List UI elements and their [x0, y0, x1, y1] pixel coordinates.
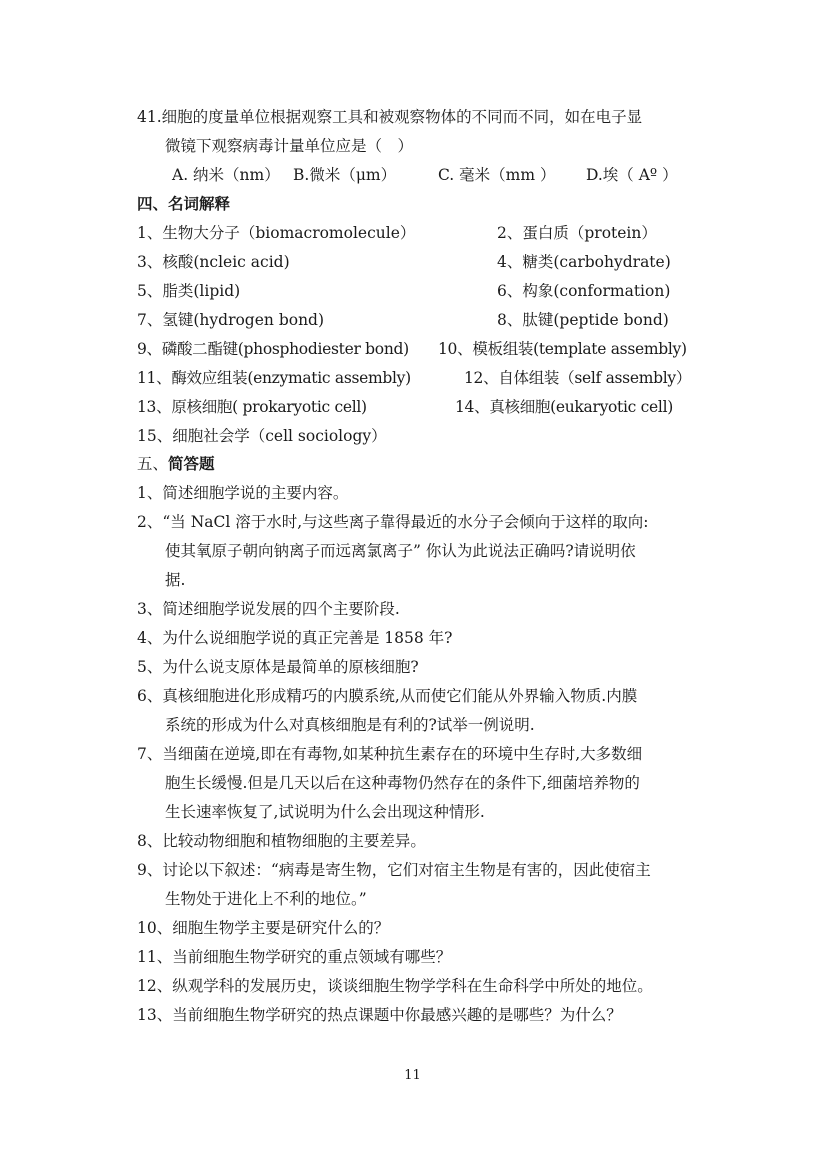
q41-line-2: 微镜下观察病毒计量单位应是（ ）	[165, 137, 414, 155]
question-line: 5、为什么说支原体是最简单的原核细胞?	[137, 658, 419, 676]
section-4-heading: 四、名词解释	[137, 194, 231, 213]
question-line: 10、细胞生物学主要是研究什么的？	[137, 919, 390, 937]
question-line: 系统的形成为什么对真核细胞是有利的?试举一例说明.	[165, 716, 535, 734]
question-line: 生物处于进化上不利的地位。”	[165, 890, 367, 908]
term-item: 6、构象(conformation)	[497, 282, 671, 300]
question-line: 6、真核细胞进化形成精巧的内膜系统,从而使它们能从外界输入物质.内膜	[137, 687, 638, 705]
page-number: 11	[404, 1068, 421, 1083]
term-item: 1、生物大分子（biomacromolecule）	[137, 224, 416, 242]
question-line: 4、为什么说细胞学说的真正完善是 1858 年?	[137, 629, 453, 647]
section-5-heading-title: 简答题	[168, 454, 215, 473]
question-line: 3、简述细胞学说发展的四个主要阶段.	[137, 600, 400, 618]
term-item: 15、细胞社会学（cell sociology）	[137, 427, 387, 445]
question-line: 据.	[165, 571, 186, 589]
question-line: 7、当细菌在逆境,即在有毒物,如某种抗生素存在的环境中生存时,大多数细	[137, 745, 643, 763]
term-item: 7、氢键(hydrogen bond)	[137, 311, 325, 329]
section-5-heading-prefix: 五、	[137, 455, 169, 473]
term-item: 4、糖类(carbohydrate)	[497, 253, 671, 271]
question-line: 11、当前细胞生物学研究的重点领域有哪些？	[137, 948, 452, 966]
term-item: 12、自体组装（self assembly）	[464, 369, 692, 387]
q41-line-1: 41.细胞的度量单位根据观察工具和被观察物体的不同而不同，如在电子显	[137, 108, 643, 126]
term-item: 3、核酸(ncleic acid)	[137, 253, 290, 271]
question-line: 13、当前细胞生物学研究的热点课题中你最感兴趣的是哪些？为什么？	[137, 1006, 622, 1024]
term-item: 10、模板组装(template assembly)	[438, 340, 687, 358]
question-line: 1、简述细胞学说的主要内容。	[137, 484, 349, 502]
term-item: 5、脂类(lipid)	[137, 282, 241, 300]
q41-option-b: B.微米（μm）	[293, 166, 397, 184]
section-5-heading	[137, 453, 215, 475]
question-line: 使其氧原子朝向钠离子而远离氯离子” 你认为此说法正确吗?请说明依	[165, 542, 636, 560]
q41-option-d: D.埃（ Aº ）	[586, 166, 678, 184]
term-item: 9、磷酸二酯键(phosphodiester bond)	[137, 340, 409, 358]
q41-option-c: C. 毫米（mm ）	[438, 166, 556, 184]
question-line: 12、纵观学科的发展历史，谈谈细胞生物学学科在生命科学中所处的地位。	[137, 977, 653, 995]
term-item: 8、肽键(peptide bond)	[497, 311, 669, 329]
question-line: 生长速率恢复了,试说明为什么会出现这种情形.	[165, 803, 485, 821]
term-item: 2、蛋白质（protein）	[497, 224, 657, 242]
question-line: 9、讨论以下叙述：“病毒是寄生物，它们对宿主生物是有害的，因此使宿主	[137, 861, 651, 879]
term-item: 13、原核细胞( prokaryotic cell)	[137, 398, 367, 416]
term-item: 14、真核细胞(eukaryotic cell)	[455, 398, 673, 416]
question-line: 2、“当 NaCl 溶于水时,与这些离子靠得最近的水分子会倾向于这样的取向:	[137, 513, 649, 531]
q41-option-a: A. 纳米（nm）	[172, 166, 280, 184]
question-line: 胞生长缓慢.但是几天以后在这种毒物仍然存在的条件下,细菌培养物的	[165, 774, 640, 792]
term-item: 11、酶效应组装(enzymatic assembly)	[137, 369, 411, 387]
question-line: 8、比较动物细胞和植物细胞的主要差异。	[137, 832, 426, 850]
